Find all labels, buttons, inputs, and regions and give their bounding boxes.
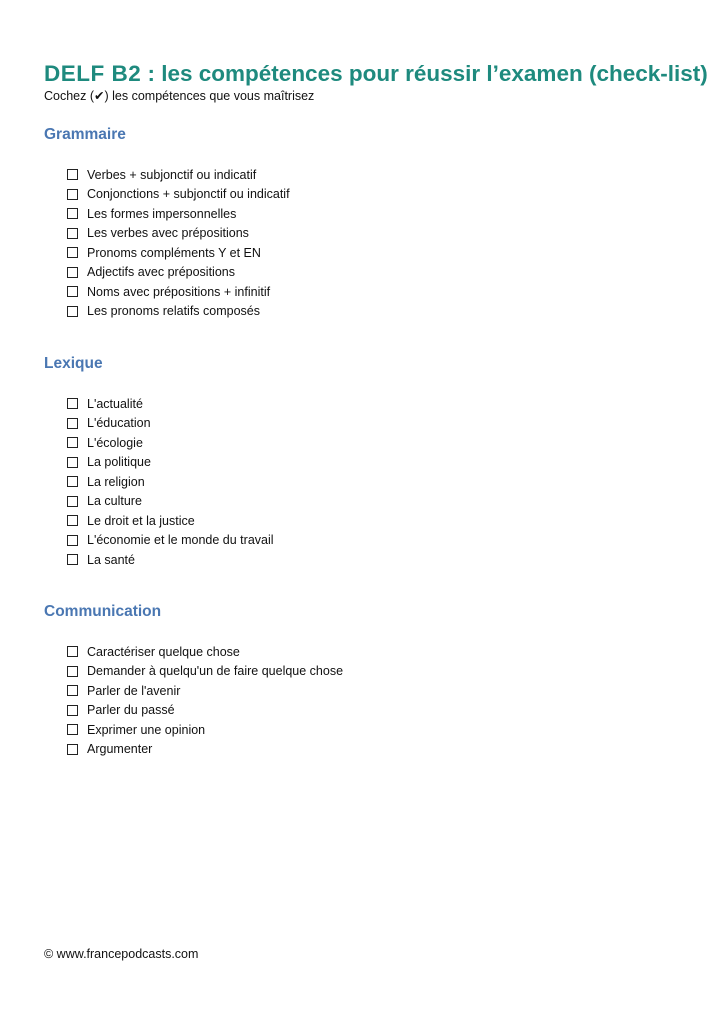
checklist	[67, 394, 684, 570]
checklist-item-label: Pronoms compléments Y et EN	[87, 245, 261, 260]
checklist-item-label: Le droit et la justice	[87, 513, 195, 528]
checkbox[interactable]	[67, 666, 78, 677]
checklist-item	[67, 701, 684, 721]
checklist-item	[67, 224, 684, 244]
checklist-item	[67, 472, 684, 492]
checkbox[interactable]	[67, 496, 78, 507]
checklist-item-label: Les pronoms relatifs composés	[87, 304, 260, 319]
checkbox[interactable]	[67, 228, 78, 239]
checkbox[interactable]	[67, 437, 78, 448]
checkbox[interactable]	[67, 705, 78, 716]
checklist-item-label: Adjectifs avec prépositions	[87, 265, 235, 280]
checklist-item	[67, 302, 684, 322]
instruction-text: Cochez (✔) les compétences que vous maîtrisez	[44, 89, 315, 103]
checkbox[interactable]	[67, 554, 78, 565]
section-lexique	[44, 354, 684, 570]
checkbox[interactable]	[67, 189, 78, 200]
checklist-item-label: Argumenter	[87, 742, 153, 757]
checklist-item-label: L'éducation	[87, 416, 151, 431]
footer-copyright: © www.francepodcasts.com	[44, 947, 199, 961]
checklist-item-label: Verbes + subjonctif ou indicatif	[87, 167, 257, 182]
checklist-item	[67, 642, 684, 662]
checkbox[interactable]	[67, 169, 78, 180]
checklist-item	[67, 531, 684, 551]
checklist-item-label: La religion	[87, 474, 145, 489]
section-grammaire	[44, 125, 684, 321]
checklist-item-label: Caractériser quelque chose	[87, 644, 240, 659]
checklist-item	[67, 662, 684, 682]
section-heading: Grammaire	[44, 126, 126, 143]
checkbox[interactable]	[67, 646, 78, 657]
checkbox[interactable]	[67, 286, 78, 297]
checklist	[67, 165, 684, 321]
checklist-item	[67, 550, 684, 570]
checklist-item	[67, 433, 684, 453]
checklist-item	[67, 165, 684, 185]
checkbox[interactable]	[67, 267, 78, 278]
checklist-item	[67, 204, 684, 224]
checklist-item	[67, 282, 684, 302]
checkbox[interactable]	[67, 515, 78, 526]
checklist-item-label: La politique	[87, 455, 151, 470]
checkbox[interactable]	[67, 724, 78, 735]
checklist-item-label: Parler du passé	[87, 703, 175, 718]
checklist-item	[67, 681, 684, 701]
checklist-item	[67, 492, 684, 512]
checklist-item-label: L'actualité	[87, 396, 143, 411]
checklist-item-label: La santé	[87, 552, 135, 567]
checklist-item-label: Noms avec prépositions + infinitif	[87, 284, 271, 299]
checklist-item-label: La culture	[87, 494, 142, 509]
checklist-item-label: Exprimer une opinion	[87, 722, 206, 737]
checkbox[interactable]	[67, 476, 78, 487]
checklist-item	[67, 511, 684, 531]
checkbox[interactable]	[67, 535, 78, 546]
section-heading: Lexique	[44, 355, 103, 372]
checklist-item	[67, 720, 684, 740]
checkbox[interactable]	[67, 418, 78, 429]
checkbox[interactable]	[67, 457, 78, 468]
checklist-item	[67, 394, 684, 414]
checklist-item-label: L'économie et le monde du travail	[87, 533, 274, 548]
title-text: : les compétences pour réussir l’examen (check-list)	[141, 61, 708, 87]
checkbox[interactable]	[67, 306, 78, 317]
checkbox[interactable]	[67, 398, 78, 409]
section-heading: Communication	[44, 603, 162, 620]
checklist-item-label: Parler de l'avenir	[87, 683, 181, 698]
checklist-item-label: Demander à quelqu'un de faire quelque chose	[87, 664, 344, 679]
checklist-item	[67, 414, 684, 434]
title-exam-level: DELF B2	[44, 61, 142, 87]
checklist-item-label: L'écologie	[87, 435, 143, 450]
checklist-item-label: Les verbes avec prépositions	[87, 226, 249, 241]
checklist-item	[67, 243, 684, 263]
checklist-item	[67, 263, 684, 283]
checkbox[interactable]	[67, 685, 78, 696]
checklist-item	[67, 185, 684, 205]
checklist	[67, 642, 684, 759]
checklist-item	[67, 453, 684, 473]
section-communication	[44, 602, 684, 759]
checklist-item	[67, 740, 684, 760]
checkbox[interactable]	[67, 744, 78, 755]
page-title	[44, 59, 708, 89]
checklist-item-label: Les formes impersonnelles	[87, 206, 237, 221]
checkbox[interactable]	[67, 247, 78, 258]
checklist-item-label: Conjonctions + subjonctif ou indicatif	[87, 187, 290, 202]
checkbox[interactable]	[67, 208, 78, 219]
